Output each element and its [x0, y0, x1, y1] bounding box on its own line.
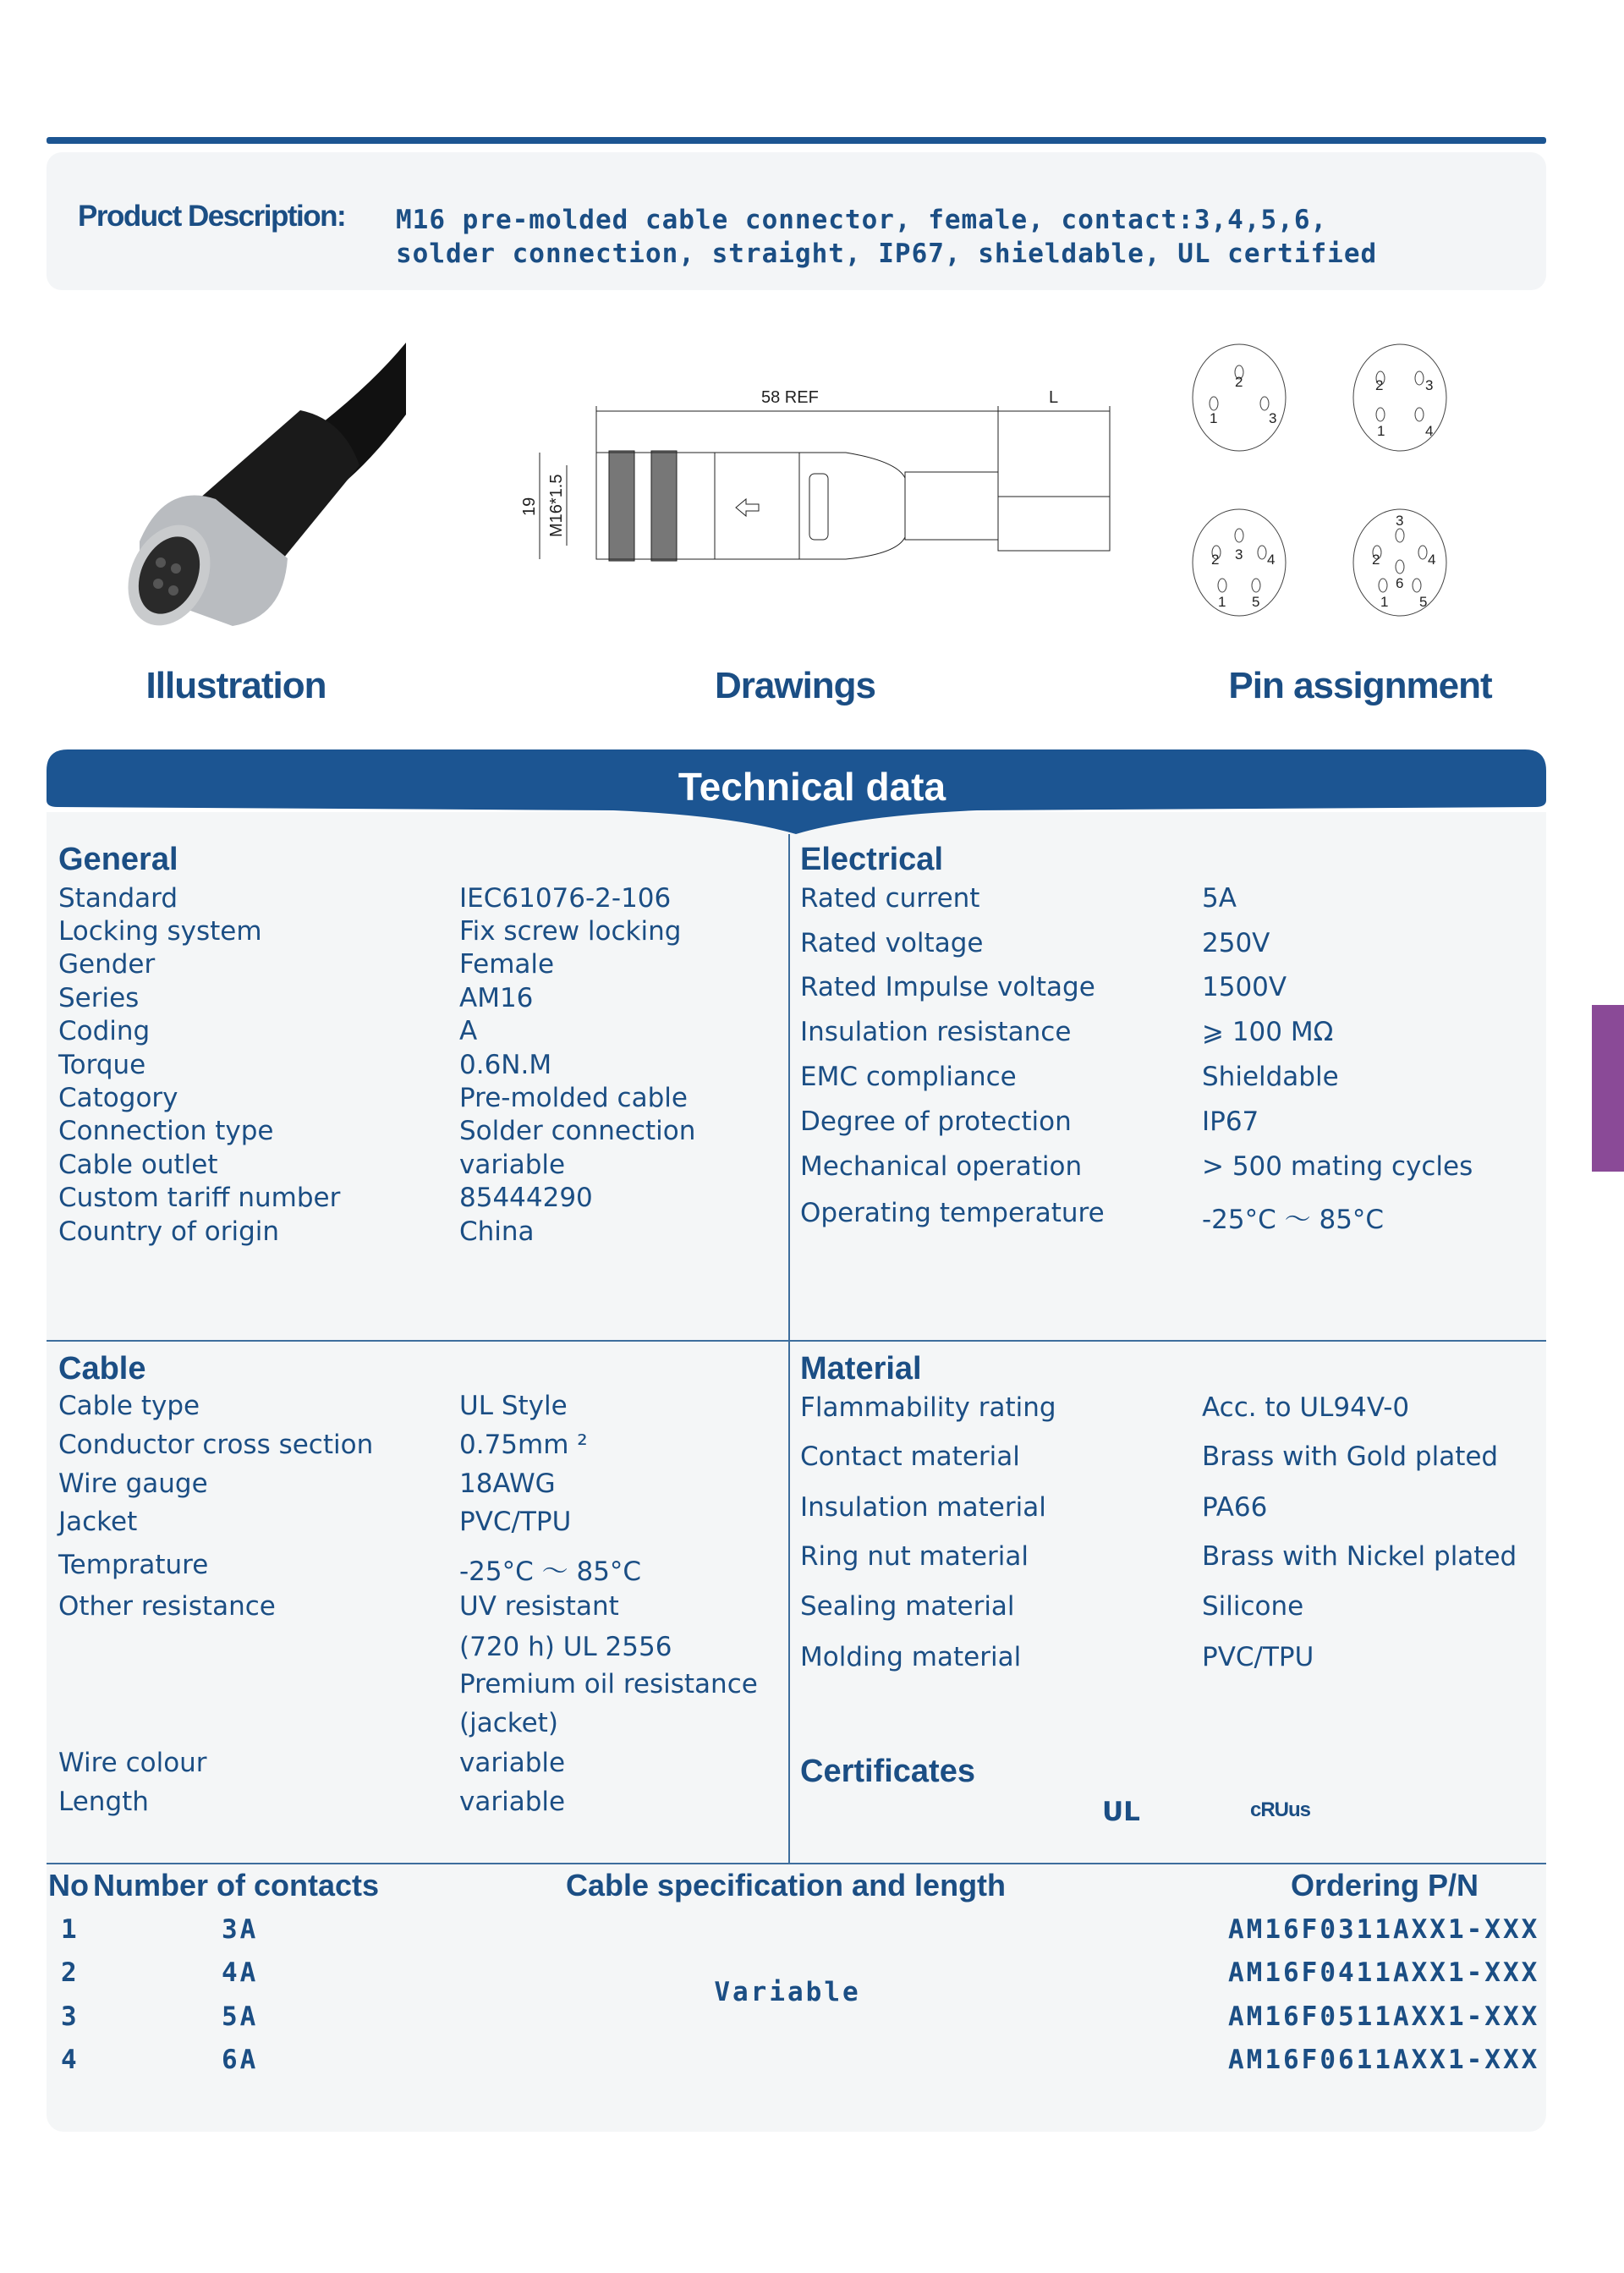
pin-number: 3	[1425, 377, 1434, 393]
electrical-value: 1500V	[1202, 972, 1287, 1002]
pin-number: 1	[1377, 423, 1385, 439]
electrical-label: Rated voltage	[800, 928, 984, 958]
cable-value: (720 h) UL 2556	[459, 1632, 672, 1662]
cable-value: -25°C ～ 85°C	[459, 1557, 642, 1587]
pin-number: 1	[1380, 594, 1389, 610]
general-label: Coding	[58, 1016, 151, 1046]
general-value: Fix screw locking	[459, 916, 682, 947]
cable-label: Wire gauge	[58, 1469, 208, 1499]
description-line-2: solder connection, straight, IP67, shieldable, UL certified	[396, 239, 1378, 269]
cable-label: Conductor cross section	[58, 1430, 374, 1460]
cable-label: Cable type	[58, 1391, 200, 1421]
electrical-label: Operating temperature	[800, 1198, 1105, 1228]
pin-number: 4	[1428, 552, 1436, 568]
caption-illustration: Illustration	[145, 665, 326, 706]
side-tab[interactable]	[1592, 1005, 1624, 1172]
pin-number: 3	[1235, 546, 1243, 563]
material-value: Silicone	[1202, 1591, 1304, 1622]
cable-label: Other resistance	[58, 1591, 276, 1622]
cable-value: 18AWG	[459, 1469, 556, 1499]
general-label: Connection type	[58, 1116, 274, 1146]
caption-pin-assignment: Pin assignment	[1228, 665, 1492, 706]
pin-number: 3	[1269, 410, 1277, 426]
general-label: Custom tariff number	[58, 1183, 341, 1213]
dim-diameter: 19	[520, 497, 539, 516]
dim-thread: M16*1.5	[547, 474, 566, 537]
cable-value: Premium oil resistance	[459, 1669, 758, 1699]
certificate-ul: UL	[1102, 1797, 1140, 1827]
material-label: Contact material	[800, 1441, 1020, 1472]
cable-label: Length	[58, 1787, 149, 1817]
electrical-label: Mechanical operation	[800, 1151, 1083, 1182]
order-part-number: AM16F0411AXX1-XXX	[1228, 1957, 1540, 1988]
ul-recognized-mark: cRUus	[1250, 1798, 1311, 1821]
order-no: 3	[61, 2001, 80, 2032]
material-label: Insulation material	[800, 1492, 1046, 1523]
top-rule	[47, 137, 1546, 144]
material-label: Flammability rating	[800, 1392, 1056, 1423]
electrical-value: > 500 mating cycles	[1202, 1151, 1473, 1182]
order-contacts: 6A	[222, 2045, 259, 2075]
section-divider	[47, 1340, 1546, 1342]
cable-label: Wire colour	[58, 1748, 207, 1778]
cable-value: (jacket)	[459, 1708, 558, 1738]
electrical-value: -25°C ～ 85°C	[1202, 1205, 1385, 1235]
description-line-1: M16 pre-molded cable connector, female, contact:3,4,5,6,	[396, 205, 1328, 235]
electrical-label: EMC compliance	[800, 1062, 1017, 1092]
order-header-no: No	[48, 1868, 89, 1902]
general-value: Solder connection	[459, 1116, 696, 1146]
cable-value: PVC/TPU	[459, 1507, 572, 1537]
general-label: Catogory	[58, 1083, 178, 1113]
caption-drawings: Drawings	[714, 665, 876, 706]
general-label: Torque	[58, 1050, 146, 1080]
order-contacts: 3A	[222, 1914, 259, 1945]
material-value: Brass with Gold plated	[1202, 1441, 1499, 1472]
pin-number: 5	[1419, 594, 1428, 610]
general-value: IEC61076-2-106	[459, 883, 672, 914]
material-label: Ring nut material	[800, 1541, 1029, 1572]
column-divider	[788, 834, 790, 1864]
electrical-label: Rated Impulse voltage	[800, 972, 1095, 1002]
general-label: Country of origin	[58, 1216, 280, 1247]
general-value: 0.6N.M	[459, 1050, 552, 1080]
general-value: A	[459, 1016, 478, 1046]
order-header-cable: Cable specification and length	[565, 1868, 1007, 1902]
pin-number: 2	[1211, 552, 1220, 568]
pin-number: 4	[1425, 423, 1434, 439]
electrical-title: Electrical	[800, 842, 943, 877]
electrical-value: 250V	[1202, 928, 1270, 958]
cable-label: Temprature	[58, 1550, 209, 1580]
cable-value: variable	[459, 1748, 566, 1778]
order-part-number: AM16F0611AXX1-XXX	[1228, 2045, 1540, 2075]
material-value: PVC/TPU	[1202, 1642, 1314, 1672]
cable-value: 0.75mm ²	[459, 1430, 588, 1460]
material-label: Sealing material	[800, 1591, 1015, 1622]
order-part-number: AM16F0311AXX1-XXX	[1228, 1914, 1540, 1945]
cable-value: variable	[459, 1787, 566, 1817]
dim-length-ref: 58 REF	[761, 388, 819, 407]
cable-value: UL Style	[459, 1391, 568, 1421]
certificates-title: Certificates	[800, 1754, 975, 1789]
order-divider	[47, 1863, 1546, 1864]
electrical-label: Insulation resistance	[800, 1017, 1072, 1047]
electrical-value: Shieldable	[1202, 1062, 1339, 1092]
pin-number: 4	[1267, 552, 1276, 568]
material-title: Material	[800, 1351, 922, 1386]
electrical-value: IP67	[1202, 1106, 1259, 1137]
general-value: Pre-molded cable	[459, 1083, 688, 1113]
pin-number: 1	[1218, 594, 1226, 610]
dim-length-var: L	[1049, 388, 1059, 407]
technical-drawing	[508, 381, 1116, 601]
pin-number: 3	[1396, 513, 1404, 529]
pin-number: 2	[1235, 374, 1243, 390]
general-value: China	[459, 1216, 535, 1247]
technical-data-title: Technical data	[678, 765, 946, 809]
electrical-label: Degree of protection	[800, 1106, 1072, 1137]
general-label: Standard	[58, 883, 178, 914]
general-value: variable	[459, 1150, 566, 1180]
pin-number: 1	[1210, 410, 1218, 426]
order-contacts: 5A	[222, 2001, 259, 2032]
order-part-number: AM16F0511AXX1-XXX	[1228, 2001, 1540, 2032]
general-label: Locking system	[58, 916, 262, 947]
material-value: PA66	[1202, 1492, 1268, 1523]
connector-illustration	[89, 338, 410, 626]
description-label: Product Description:	[78, 200, 346, 233]
pin-number: 5	[1252, 594, 1260, 610]
order-no: 1	[61, 1914, 80, 1945]
order-header-pn: Ordering P/N	[1290, 1868, 1479, 1902]
pin-assignment-diagrams	[1184, 343, 1472, 622]
material-value: Brass with Nickel plated	[1202, 1541, 1517, 1572]
order-no: 2	[61, 1957, 80, 1988]
general-value: AM16	[459, 983, 534, 1013]
general-label: Gender	[58, 949, 156, 980]
order-header-contacts: Number of contacts	[93, 1868, 380, 1902]
pin-number: 2	[1372, 552, 1380, 568]
order-cable-value: Variable	[714, 1977, 861, 2007]
order-no: 4	[61, 2045, 80, 2075]
electrical-value: ⩾ 100 MΩ	[1202, 1017, 1334, 1047]
general-value: Female	[459, 949, 555, 980]
electrical-label: Rated current	[800, 883, 980, 914]
general-label: Cable outlet	[58, 1150, 218, 1180]
electrical-value: 5A	[1202, 883, 1237, 914]
pin-number: 6	[1396, 575, 1404, 591]
general-title: General	[58, 842, 178, 877]
order-contacts: 4A	[222, 1957, 259, 1988]
pin-number: 2	[1375, 377, 1384, 393]
general-value: 85444290	[459, 1183, 593, 1213]
material-value: Acc. to UL94V-0	[1202, 1392, 1410, 1423]
cable-label: Jacket	[58, 1507, 138, 1537]
general-label: Series	[58, 983, 140, 1013]
cable-title: Cable	[58, 1351, 146, 1386]
material-label: Molding material	[800, 1642, 1022, 1672]
cable-value: UV resistant	[459, 1591, 619, 1622]
